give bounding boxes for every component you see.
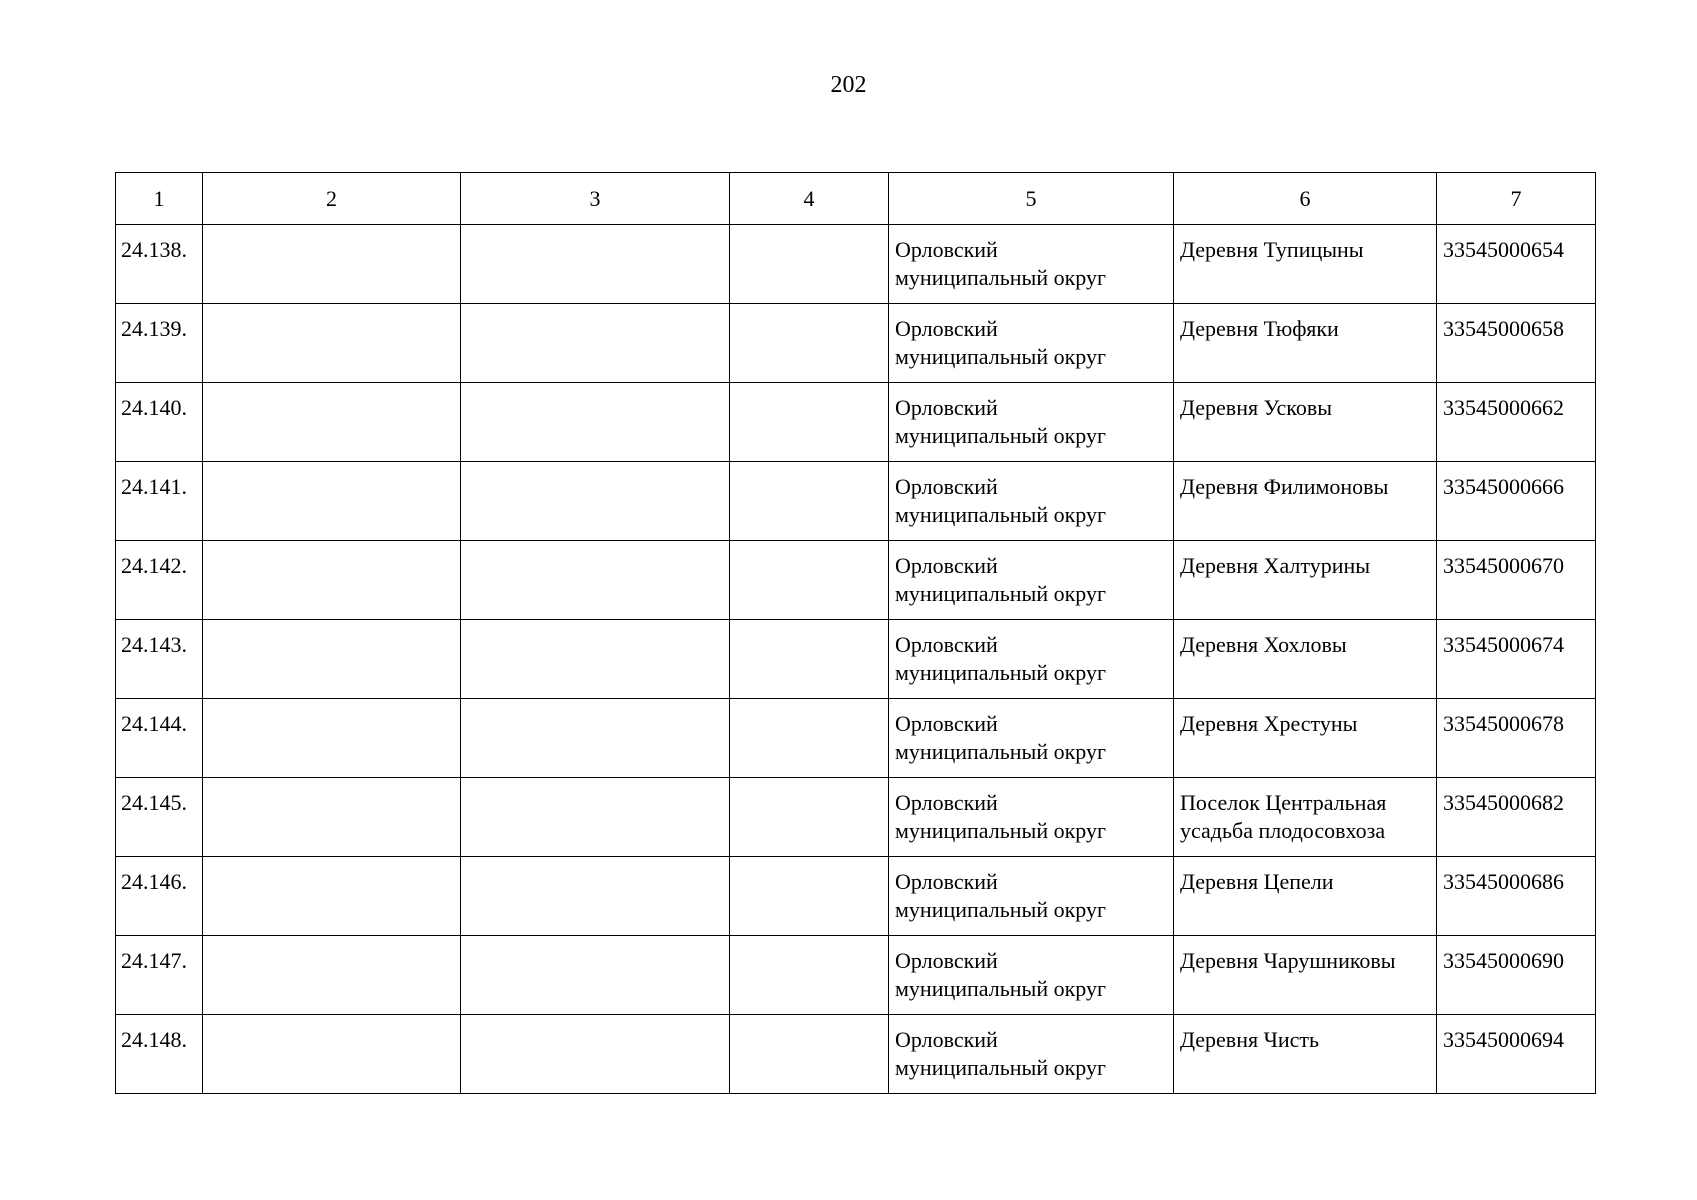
table-row: [116, 699, 1596, 778]
cell-empty: [730, 383, 889, 462]
settlement-cell: Деревня Чарушниковы: [1174, 936, 1437, 1015]
cell-empty: [730, 620, 889, 699]
row-number: 24.143.: [116, 620, 203, 699]
oktmo-code-cell: 33545000694: [1437, 1015, 1596, 1094]
oktmo-code-cell: 33545000666: [1437, 462, 1596, 541]
cell-empty: [461, 383, 730, 462]
page-number: 202: [830, 72, 867, 98]
cell-empty: [461, 304, 730, 383]
row-number: 24.139.: [116, 304, 203, 383]
cell-empty: [461, 699, 730, 778]
oktmo-code-cell: 33545000678: [1437, 699, 1596, 778]
row-number: 24.142.: [116, 541, 203, 620]
cell-empty: [203, 462, 461, 541]
table-row: [116, 857, 1596, 936]
registry-table: [115, 172, 1596, 1094]
oktmo-code-cell: 33545000658: [1437, 304, 1596, 383]
cell-empty: [730, 304, 889, 383]
district-cell: Орловский муниципальный округ: [889, 936, 1174, 1015]
table-row: [116, 778, 1596, 857]
district-cell: Орловский муниципальный округ: [889, 620, 1174, 699]
row-number: 24.140.: [116, 383, 203, 462]
row-number: 24.146.: [116, 857, 203, 936]
row-number: 24.145.: [116, 778, 203, 857]
district-cell: Орловский муниципальный округ: [889, 1015, 1174, 1094]
settlement-cell: Деревня Тупицыны: [1174, 225, 1437, 304]
cell-empty: [730, 778, 889, 857]
cell-empty: [461, 778, 730, 857]
oktmo-code-cell: 33545000670: [1437, 541, 1596, 620]
district-cell: Орловский муниципальный округ: [889, 383, 1174, 462]
cell-empty: [203, 541, 461, 620]
cell-empty: [461, 1015, 730, 1094]
cell-empty: [203, 225, 461, 304]
settlement-cell: Деревня Хрестуны: [1174, 699, 1437, 778]
oktmo-code-cell: 33545000654: [1437, 225, 1596, 304]
table-row: [116, 225, 1596, 304]
column-header: 1: [116, 173, 203, 225]
cell-empty: [203, 699, 461, 778]
district-cell: Орловский муниципальный округ: [889, 778, 1174, 857]
table-row: [116, 620, 1596, 699]
district-cell: Орловский муниципальный округ: [889, 541, 1174, 620]
table-row: [116, 304, 1596, 383]
oktmo-code-cell: 33545000662: [1437, 383, 1596, 462]
cell-empty: [461, 541, 730, 620]
cell-empty: [730, 857, 889, 936]
oktmo-code-cell: 33545000674: [1437, 620, 1596, 699]
cell-empty: [461, 936, 730, 1015]
settlement-cell: Деревня Усковы: [1174, 383, 1437, 462]
district-cell: Орловский муниципальный округ: [889, 857, 1174, 936]
table-row: [116, 462, 1596, 541]
row-number: 24.148.: [116, 1015, 203, 1094]
district-cell: Орловский муниципальный округ: [889, 225, 1174, 304]
row-number: 24.141.: [116, 462, 203, 541]
row-number: 24.147.: [116, 936, 203, 1015]
table-row: [116, 541, 1596, 620]
oktmo-code-cell: 33545000686: [1437, 857, 1596, 936]
header-row: [116, 173, 1596, 225]
cell-empty: [461, 620, 730, 699]
table-body: [116, 225, 1596, 1094]
oktmo-code-cell: 33545000690: [1437, 936, 1596, 1015]
column-header: 3: [461, 173, 730, 225]
cell-empty: [203, 778, 461, 857]
settlement-cell: Деревня Цепели: [1174, 857, 1437, 936]
settlement-cell: Деревня Филимоновы: [1174, 462, 1437, 541]
column-header: 6: [1174, 173, 1437, 225]
oktmo-code-cell: 33545000682: [1437, 778, 1596, 857]
column-header: 7: [1437, 173, 1596, 225]
column-header: 2: [203, 173, 461, 225]
column-header: 4: [730, 173, 889, 225]
cell-empty: [730, 225, 889, 304]
cell-empty: [461, 462, 730, 541]
table-row: [116, 936, 1596, 1015]
cell-empty: [730, 462, 889, 541]
table-row: [116, 383, 1596, 462]
settlement-cell: Деревня Халтурины: [1174, 541, 1437, 620]
table-header: [116, 173, 1596, 225]
cell-empty: [730, 699, 889, 778]
cell-empty: [203, 304, 461, 383]
cell-empty: [461, 225, 730, 304]
cell-empty: [203, 936, 461, 1015]
cell-empty: [203, 620, 461, 699]
row-number: 24.138.: [116, 225, 203, 304]
cell-empty: [203, 857, 461, 936]
table-row: [116, 1015, 1596, 1094]
district-cell: Орловский муниципальный округ: [889, 699, 1174, 778]
cell-empty: [461, 857, 730, 936]
district-cell: Орловский муниципальный округ: [889, 304, 1174, 383]
cell-empty: [730, 1015, 889, 1094]
settlement-cell: Поселок Центральная усадьба плодосовхоза: [1174, 778, 1437, 857]
cell-empty: [730, 936, 889, 1015]
cell-empty: [203, 1015, 461, 1094]
cell-empty: [730, 541, 889, 620]
column-header: 5: [889, 173, 1174, 225]
row-number: 24.144.: [116, 699, 203, 778]
settlement-cell: Деревня Тюфяки: [1174, 304, 1437, 383]
district-cell: Орловский муниципальный округ: [889, 462, 1174, 541]
settlement-cell: Деревня Чисть: [1174, 1015, 1437, 1094]
cell-empty: [203, 383, 461, 462]
settlement-cell: Деревня Хохловы: [1174, 620, 1437, 699]
